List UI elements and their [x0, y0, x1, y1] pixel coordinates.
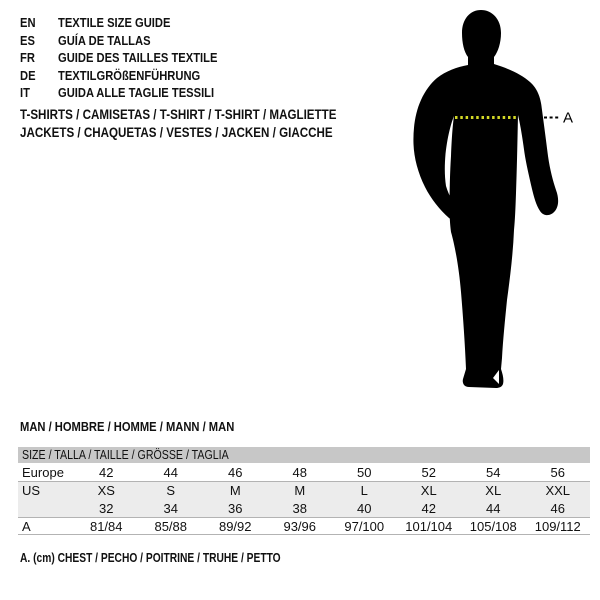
row-label: US	[22, 483, 41, 498]
language-row-fr	[20, 49, 243, 67]
section-title-man: MAN / HOMBRE / HOMME / MANN / MAN	[20, 419, 235, 434]
cell: 42	[421, 500, 436, 516]
cell: 44	[486, 500, 501, 516]
language-row-es	[20, 32, 243, 50]
measure-label-a: A	[563, 109, 574, 127]
cell: 46	[228, 464, 243, 480]
language-list	[20, 14, 243, 102]
cell: XXL	[545, 483, 571, 498]
measurement-footnote: A. (cm) CHEST / PECHO / POITRINE / TRUHE / PETTO	[20, 551, 281, 565]
cell: XS	[97, 483, 115, 498]
language-row-it	[20, 84, 243, 102]
cell: 42	[99, 464, 114, 480]
cell: L	[360, 483, 368, 498]
cell: 85/88	[154, 519, 188, 534]
cell: 50	[357, 464, 372, 480]
cell: S	[166, 483, 176, 498]
garment-categories	[20, 106, 388, 142]
cell: 89/92	[218, 519, 252, 534]
category-line-jackets: JACKETS / CHAQUETAS / VESTES / JACKEN / GIACCHE	[20, 125, 333, 140]
cell: 56	[550, 464, 565, 480]
language-label: TEXTILE SIZE GUIDE	[58, 15, 171, 30]
language-code: IT	[20, 85, 30, 100]
language-row-de	[20, 67, 243, 85]
row-label: Europe	[22, 464, 64, 480]
cell: 81/84	[89, 519, 123, 534]
cell: 48	[292, 464, 307, 480]
table-row-europe	[18, 463, 590, 481]
category-line-tshirts: T-SHIRTS / CAMISETAS / T-SHIRT / T-SHIRT / MAGLIETTE	[20, 107, 337, 122]
cell: XL	[420, 483, 437, 498]
cell: 44	[163, 464, 178, 480]
language-code: DE	[20, 67, 36, 83]
man-silhouette	[413, 10, 558, 388]
language-code: FR	[20, 50, 35, 65]
cell: 54	[486, 464, 501, 480]
cell: 105/108	[469, 519, 517, 534]
language-label: TEXTILGRÖßENFÜHRUNG	[58, 67, 201, 83]
cell: 109/112	[534, 519, 581, 534]
language-code: ES	[20, 32, 35, 48]
man-silhouette-figure	[405, 8, 580, 398]
cell: 38	[292, 500, 307, 516]
cell: 40	[357, 500, 372, 516]
cell: 52	[421, 464, 436, 480]
table-row-us	[18, 481, 590, 499]
size-table-header: SIZE / TALLA / TAILLE / GRÖSSE / TAGLIA	[18, 447, 590, 463]
cell: M	[229, 483, 241, 498]
table-row-chest-cm	[18, 517, 590, 535]
cell: 46	[550, 500, 565, 516]
table-row-numeric	[18, 499, 590, 517]
size-table	[18, 447, 590, 535]
language-label: GUIDE DES TAILLES TEXTILE	[58, 50, 218, 65]
language-label: GUIDA ALLE TAGLIE TESSILI	[58, 85, 215, 100]
language-code: EN	[20, 15, 36, 30]
language-label: GUÍA DE TALLAS	[58, 32, 151, 48]
language-row-en	[20, 14, 243, 32]
cell: 32	[99, 500, 114, 516]
cell: XL	[485, 483, 502, 498]
cell: 36	[228, 500, 243, 516]
cell: 93/96	[283, 519, 317, 534]
cell: M	[294, 483, 306, 498]
cell: 34	[163, 500, 178, 516]
cell: 97/100	[344, 519, 385, 534]
row-label: A	[22, 519, 31, 534]
cell: 101/104	[405, 519, 453, 534]
